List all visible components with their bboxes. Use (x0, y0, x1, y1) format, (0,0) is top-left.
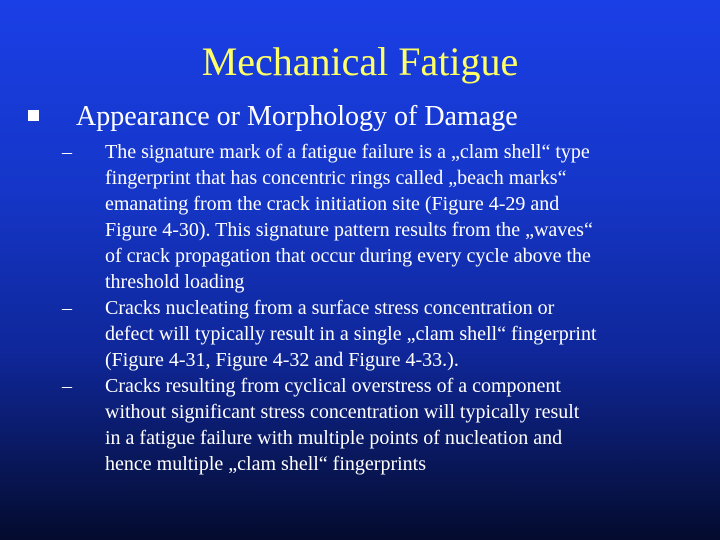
text-line: Cracks nucleating from a surface stress concentration or (105, 297, 555, 319)
text-line: (Figure 4-31, Figure 4-32 and Figure 4-33.). (105, 349, 459, 371)
text-line: without significant stress concentration will typically result (105, 401, 580, 423)
text-line: fingerprint that has concentric rings called „beach marks“ (105, 167, 567, 189)
text-line: Figure 4-30). This signature pattern results from the „waves“ (105, 219, 593, 241)
dash-bullet-icon: – (62, 141, 72, 163)
text-line: in a fatigue failure with multiple points of nucleation and (105, 427, 563, 449)
slide-title: Mechanical Fatigue (201, 39, 519, 84)
text-line: emanating from the crack initiation site (Figure 4-29 and (105, 193, 560, 215)
dash-bullet-icon: – (62, 297, 72, 319)
text-line: defect will typically result in a single „clam shell“ fingerprint (105, 323, 597, 345)
text-line: The signature mark of a fatigue failure is a „clam shell“ type (105, 141, 590, 163)
dash-bullet-icon: – (62, 375, 72, 397)
text-line: threshold loading (105, 271, 245, 293)
text-line: hence multiple „clam shell“ fingerprints (105, 453, 426, 475)
sub-bullet-item (62, 373, 702, 477)
main-bullet-text: Appearance or Morphology of Damage (76, 101, 518, 132)
sub-bullet-list (62, 139, 702, 477)
main-bullet (28, 100, 688, 134)
sub-bullet-item (62, 139, 702, 295)
text-line: Cracks resulting from cyclical overstress of a component (105, 375, 561, 397)
sub-bullet-text (105, 295, 702, 373)
sub-bullet-text (105, 139, 702, 295)
text-line: of crack propagation that occur during every cycle above the (105, 245, 591, 267)
sub-bullet-text (105, 373, 702, 477)
sub-bullet-item (62, 295, 702, 373)
square-bullet-icon (28, 110, 39, 121)
